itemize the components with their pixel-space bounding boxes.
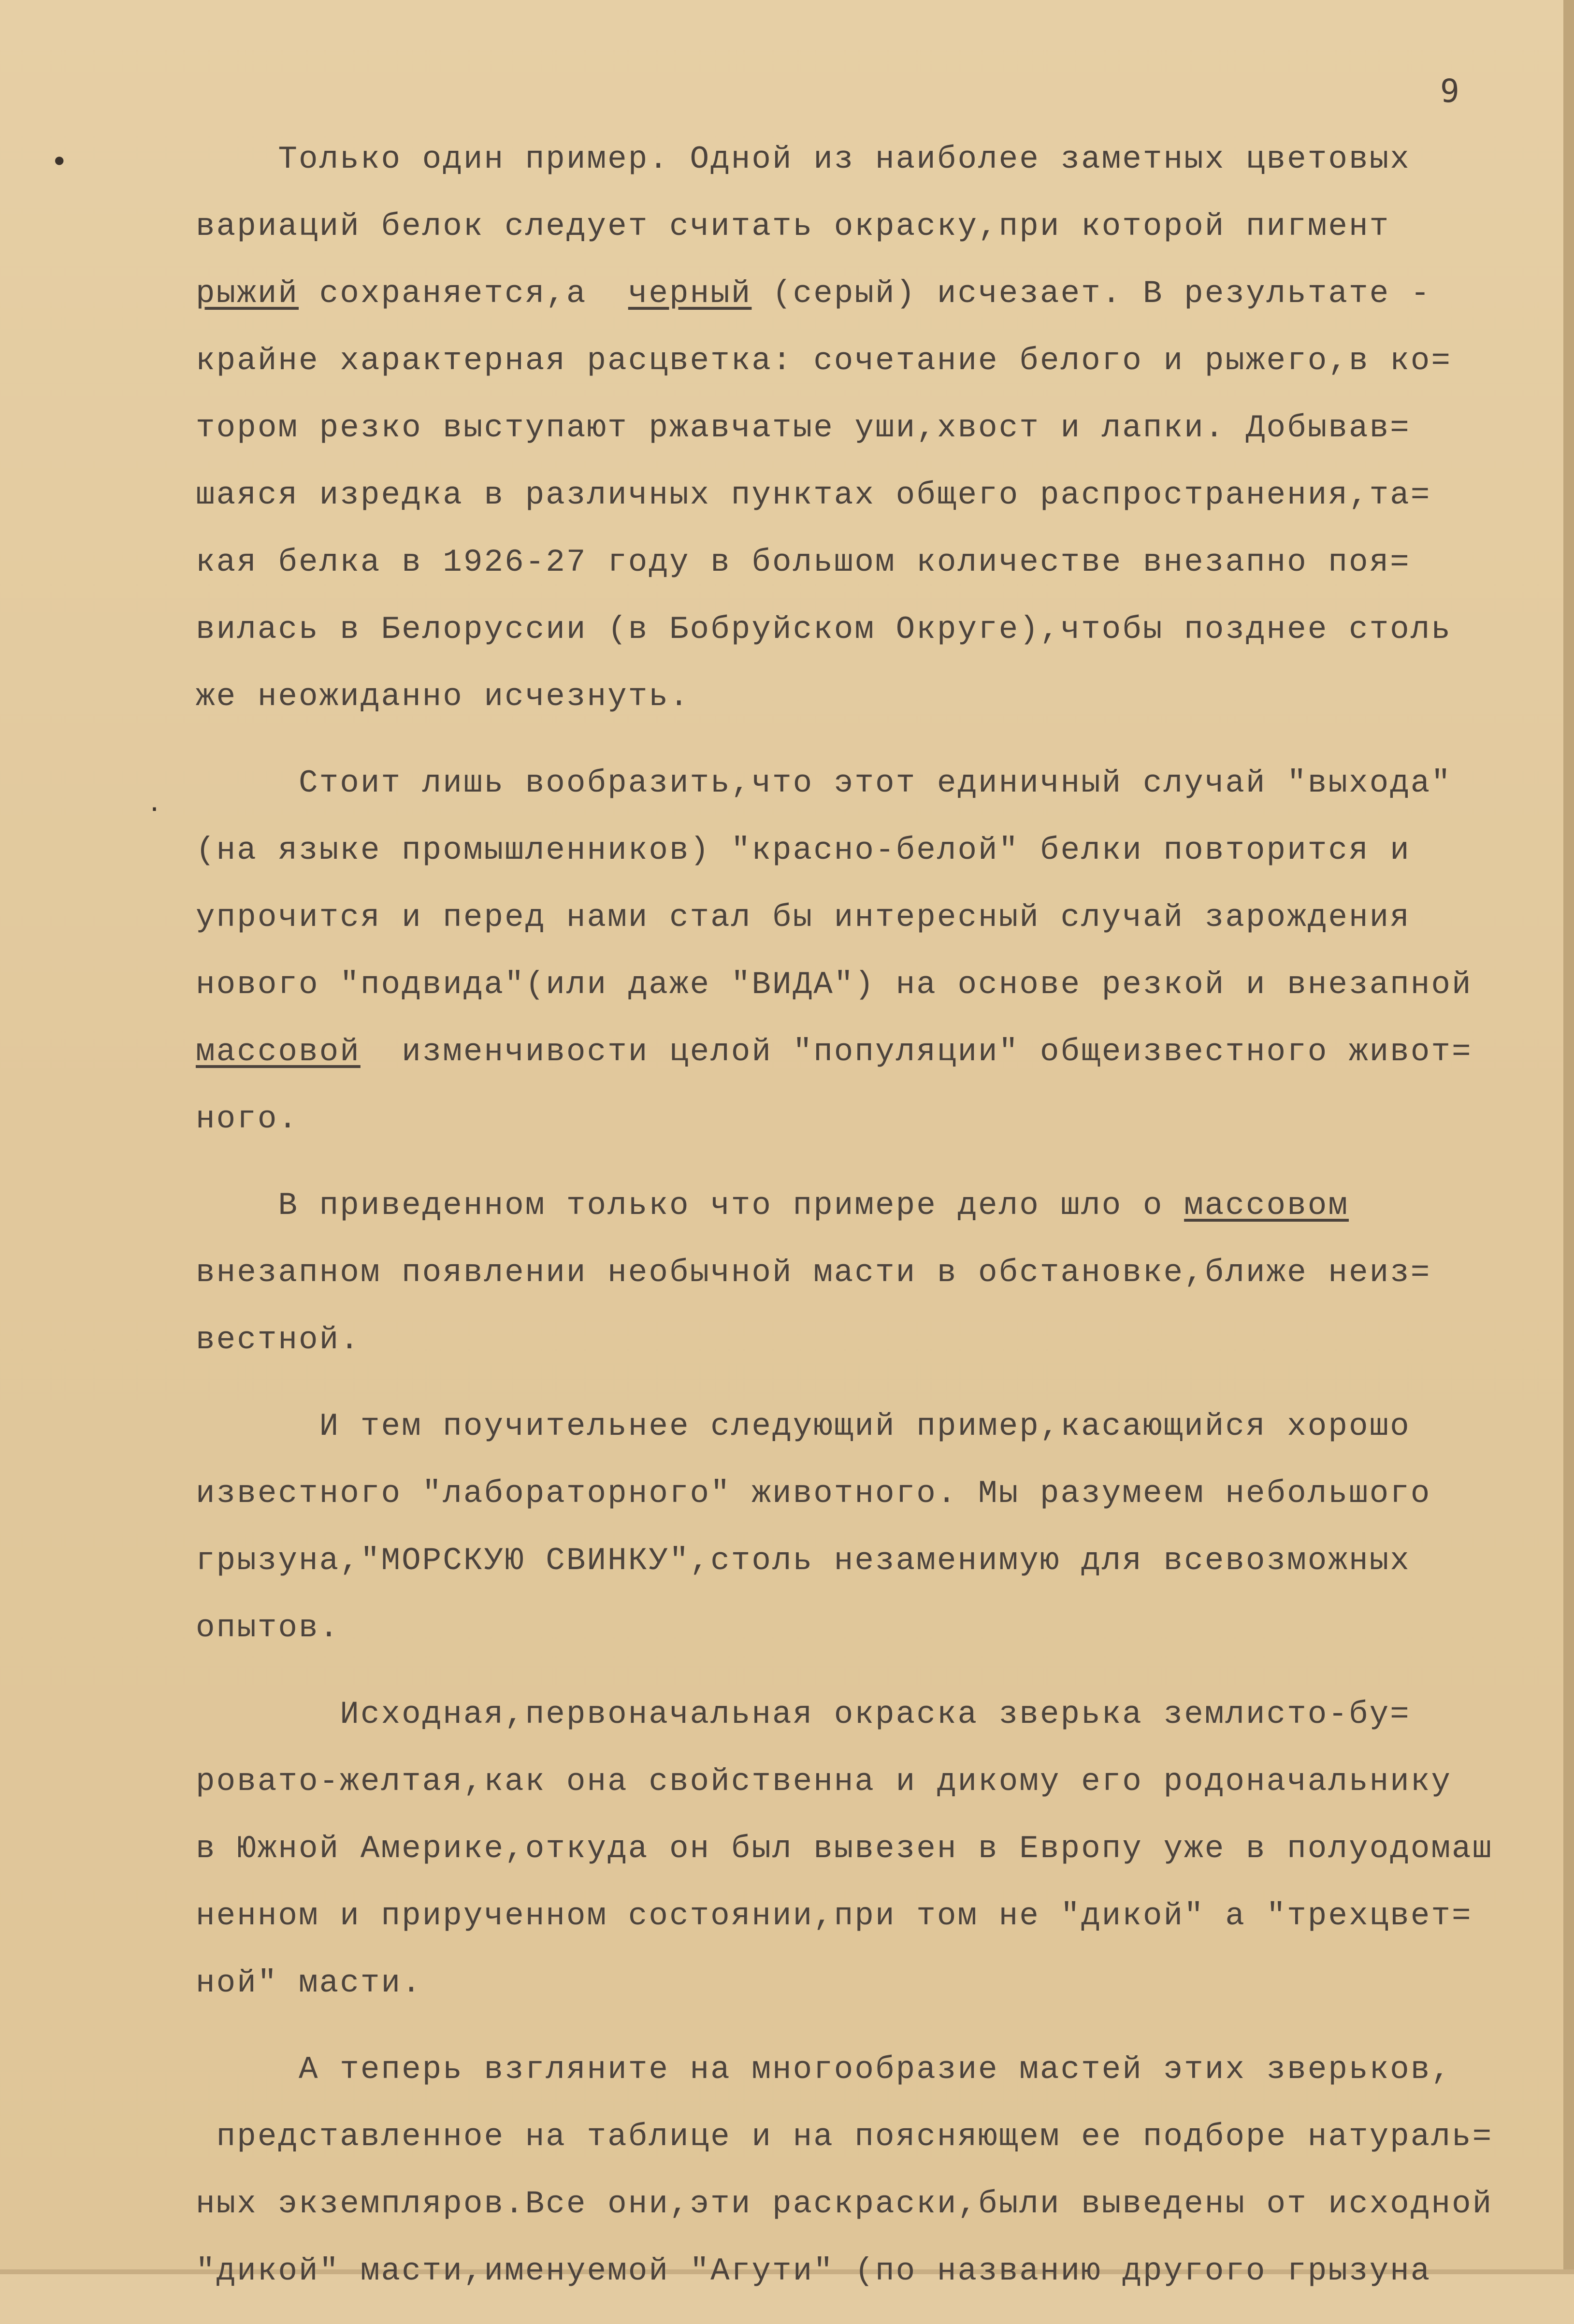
text-line: шаяся изредка в различных пунктах общего распространения,та= xyxy=(196,477,1431,513)
text-line: Только один пример. Одной из наиболее заметных цветовых xyxy=(196,141,1411,177)
paragraph xyxy=(196,126,1539,730)
text-line: опытов. xyxy=(196,1610,340,1646)
typewritten-body xyxy=(196,126,1539,2324)
text-line: вариаций белок следует считать окраску,при которой пигмент xyxy=(196,208,1390,245)
text-line: ровато-желтая,как она свойственна и дикому его родоначальнику xyxy=(196,1763,1452,1800)
text-line: вилась в Белоруссии (в Бобруйском Округе),чтобы позднее столь xyxy=(196,611,1452,648)
text-line: известного "лабораторного" животного. Мы разумеем небольшого xyxy=(196,1475,1431,1512)
text-line: внезапном появлении необычной масти в обстановке,ближе неиз= xyxy=(196,1255,1431,1291)
text-line: рыжий сохраняется,а черный (серый) исчезает. В результате - xyxy=(196,275,1431,312)
text-line: ненном и прирученном состоянии,при том не "дикой" а "трехцвет= xyxy=(196,1898,1473,1934)
paragraph xyxy=(196,1393,1539,1661)
text-line: Стоит лишь вообразить,что этот единичный случай "выхода" xyxy=(196,765,1452,801)
page-number: 9 xyxy=(1440,72,1459,110)
text-line: А теперь взгляните на многообразие мастей этих зверьков, xyxy=(196,2051,1452,2088)
page-edge xyxy=(1563,0,1574,2274)
text-line: массовой изменчивости целой "популяции" общеизвестного живот= xyxy=(196,1034,1473,1070)
text-line: Исходная,первоначальная окраска зверька землисто-бу= xyxy=(196,1696,1411,1732)
underlined-word: рыжий xyxy=(196,275,299,312)
text-line: И тем поучительнее следующий пример,касающийся хорошо xyxy=(196,1408,1411,1444)
paragraph xyxy=(196,1681,1539,2017)
text-line: кая белка в 1926-27 году в большом количестве внезапно поя= xyxy=(196,544,1411,580)
underlined-word: массовой xyxy=(196,1034,361,1070)
text-line: тором резко выступают ржавчатые уши,хвост и лапки. Добывав= xyxy=(196,410,1411,446)
text-line: упрочится и перед нами стал бы интересный случай зарождения xyxy=(196,899,1411,936)
text-line: нового "подвида"(или даже "ВИДА") на основе резкой и внезапной xyxy=(196,967,1473,1003)
margin-mark: · xyxy=(150,793,159,826)
paragraph xyxy=(196,1172,1539,1373)
margin-mark: • xyxy=(51,145,68,179)
paragraph xyxy=(196,2036,1539,2305)
text-line: (на языке промышленников) "красно-белой" белки повторится и xyxy=(196,832,1411,868)
underlined-word: черный xyxy=(628,275,752,312)
paragraph xyxy=(196,750,1539,1153)
text-line: крайне характерная расцветка: сочетание белого и рыжего,в ко= xyxy=(196,343,1452,379)
text-line: В приведенном только что примере дело шло о массовом xyxy=(196,1187,1349,1224)
text-line: в Южной Америке,откуда он был вывезен в Европу уже в полуодомаш xyxy=(196,1831,1493,1867)
text-line: ной" масти. xyxy=(196,1965,422,2001)
text-line: же неожиданно исчезнуть. xyxy=(196,678,690,715)
text-line: ного. xyxy=(196,1101,299,1137)
text-line: грызуна,"МОРСКУЮ СВИНКУ",столь незаменимую для всевозможных xyxy=(196,1543,1411,1579)
text-line: ных экземпляров.Все они,эти раскраски,были выведены от исходной xyxy=(196,2186,1493,2222)
underlined-word: массовом xyxy=(1184,1187,1349,1224)
text-line: представленное на таблице и на поясняющем ее подборе натураль= xyxy=(196,2119,1493,2155)
text-line: вестной. xyxy=(196,1322,361,1358)
text-line: "дикой" масти,именуемой "Агути" (по названию другого грызуна xyxy=(196,2253,1431,2289)
